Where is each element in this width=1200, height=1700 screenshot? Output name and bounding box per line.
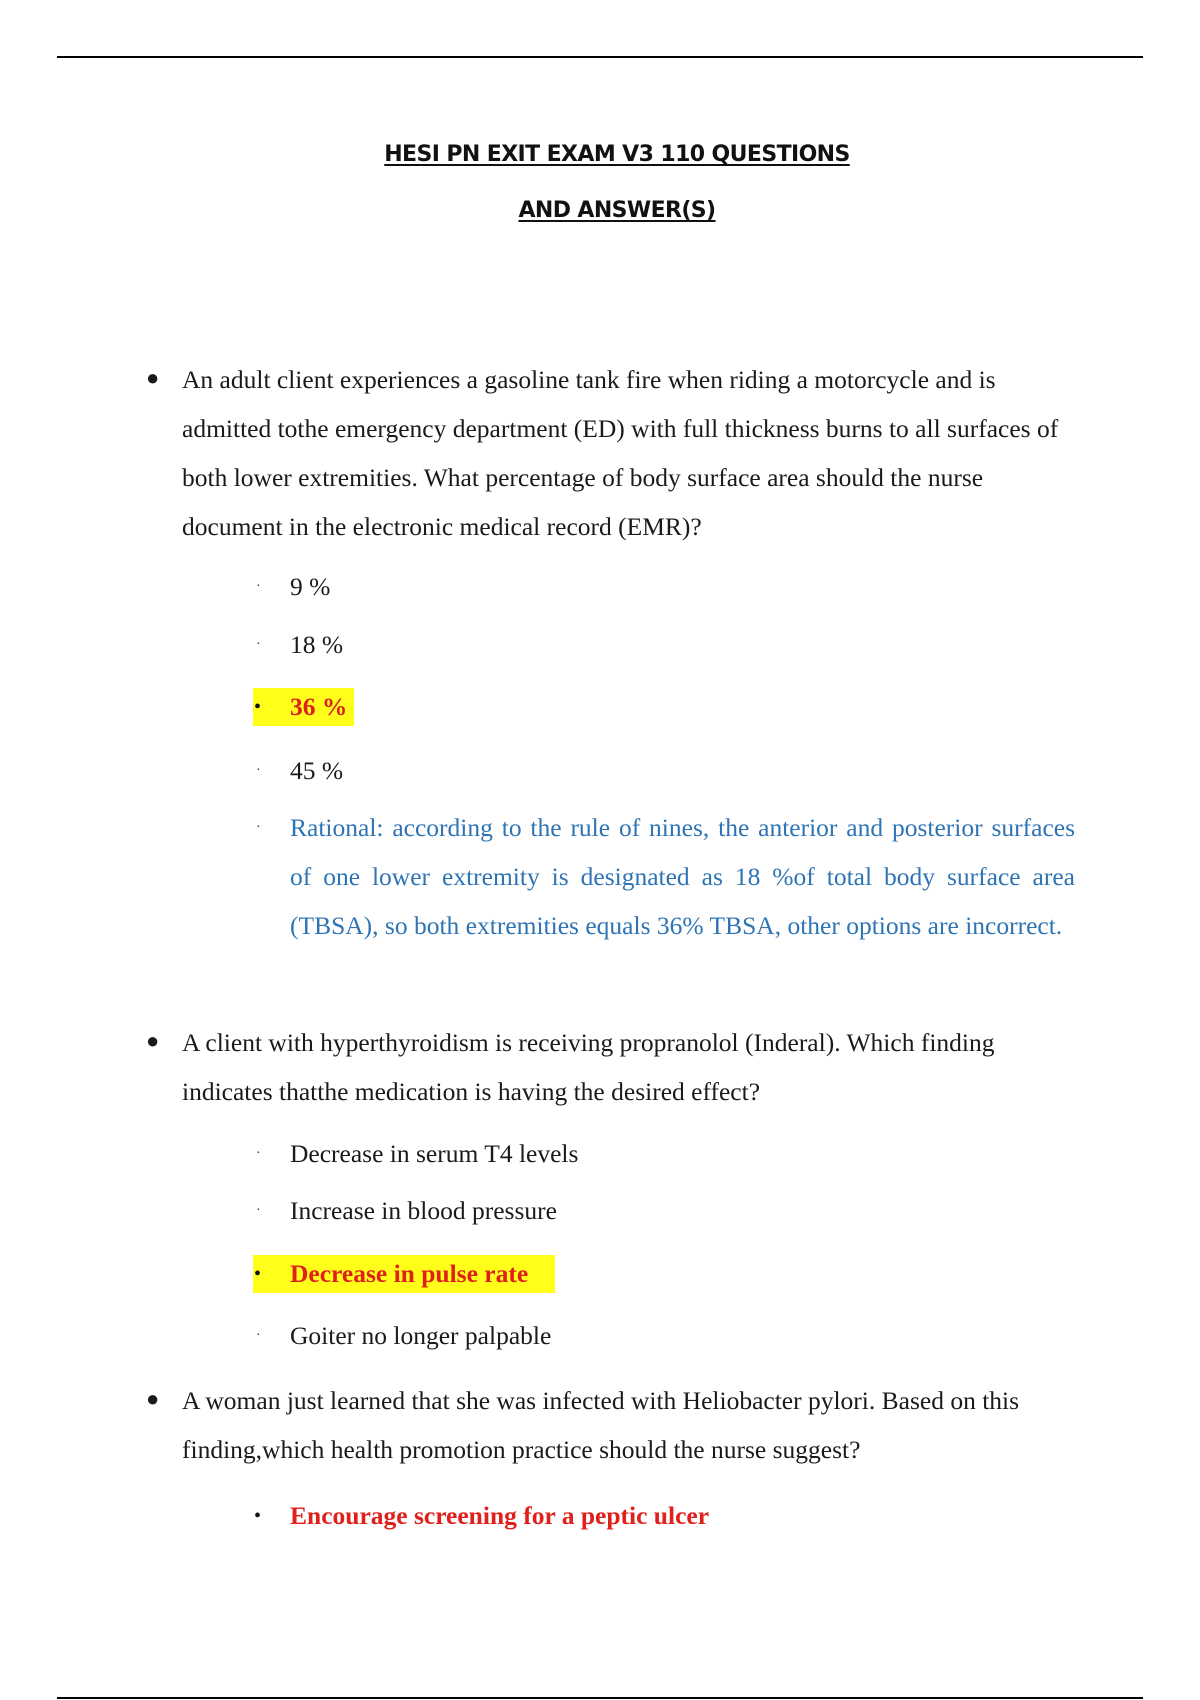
document-title-line2: AND ANSWER(S) — [518, 198, 716, 223]
question-1-text: An adult client experiences a gasoline tank fire when riding a motorcycle and is admitted tothe emergency department (ED) with full thickness burns to all surfaces of both lower extremities. What percentage of body surface area should the nurse document in the electronic medical record (EMR)? — [182, 365, 1059, 541]
option-dot-icon: · — [256, 763, 261, 778]
question-bullet-icon: ● — [146, 1386, 160, 1411]
q2-option-2: Increase in blood pressure — [290, 1196, 557, 1225]
answer-bullet-icon: • — [254, 1263, 262, 1285]
option-dot-icon: · — [256, 579, 261, 594]
option-dot-icon: · — [256, 1203, 261, 1218]
q1-option-2: 18 % — [290, 630, 344, 659]
question-bullet-icon: ● — [146, 1028, 160, 1053]
option-dot-icon: · — [256, 1328, 261, 1343]
q2-option-1: Decrease in serum T4 levels — [290, 1139, 579, 1168]
answer-bullet-icon: • — [254, 696, 262, 718]
question-bullet-icon: ● — [146, 365, 160, 390]
option-dot-icon: · — [256, 1146, 261, 1161]
question-2-text: A client with hyperthyroidism is receiving propranolol (Inderal). Which finding indicates thatthe medication is having the desired effect? — [182, 1028, 995, 1106]
q2-correct-answer: Decrease in pulse rate — [290, 1259, 529, 1288]
option-dot-icon: · — [256, 820, 261, 835]
q1-correct-answer: 36 % — [290, 692, 348, 721]
option-dot-icon: · — [256, 637, 261, 652]
top-rule — [57, 56, 1143, 58]
bottom-rule — [57, 1697, 1143, 1699]
q3-correct-answer: Encourage screening for a peptic ulcer — [290, 1501, 710, 1530]
question-3-text: A woman just learned that she was infected with Heliobacter pylori. Based on this finding,which health promotion practice should the nurse suggest? — [182, 1386, 1020, 1464]
q1-option-1: 9 % — [290, 572, 331, 601]
q2-option-4: Goiter no longer palpable — [290, 1321, 552, 1350]
answer-bullet-icon: • — [254, 1505, 262, 1527]
document-title-line1: HESI PN EXIT EXAM V3 110 QUESTIONS — [384, 142, 850, 167]
q1-option-4: 45 % — [290, 756, 344, 785]
q1-rationale: Rational: according to the rule of nines, the anterior and posterior surfaces of one lower extremity is designated as 18 %of total body surface area (TBSA), so both extremities equals 36% TBSA, other options are incorrect. — [290, 813, 1075, 940]
